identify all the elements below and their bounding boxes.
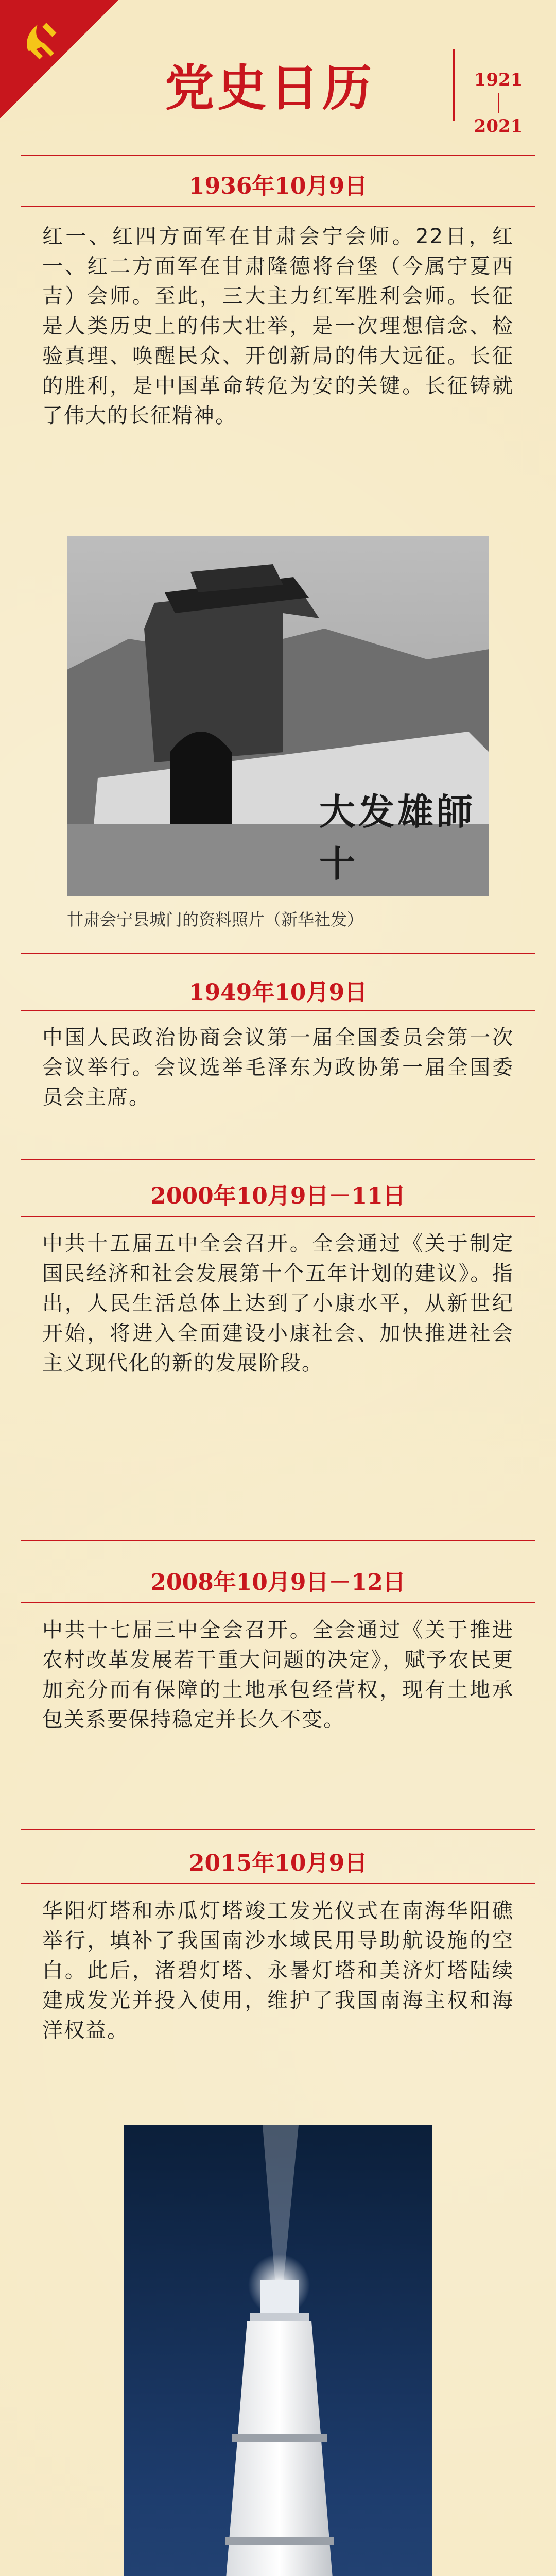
date-rule — [21, 1883, 535, 1884]
date-rule — [21, 1829, 535, 1830]
date-rule — [21, 1216, 535, 1217]
header-divider — [453, 49, 455, 121]
entry-text: 中共十七届三中全会召开。全会通过《关于推进农村改革发展若干重大问题的决定》，赋予农民更加充分而有保障的土地承包经营权，现有土地承包关系要保持稳定并长久不变。 — [42, 1618, 514, 1732]
entry-text: 红一、红四方面军在甘肃会宁会师。22日，红一、红二方面军在甘肃隆德将台堡（今属宁夏西吉）会师。至此，三大主力红军胜利会师。长征是人类历史上的伟大壮举，是一次理想信念、检验真理、唤醒民众、开创新局的伟大远征。长征的胜利，是中国革命转危为安的关键。长征铸就了伟大的长征精神。 — [42, 225, 514, 428]
year-separator — [498, 93, 499, 113]
year-range — [467, 70, 529, 137]
wall-slogan: 大发雄師十 — [319, 790, 476, 885]
entry-date: 2000年10月9日－11日 — [150, 1183, 406, 1209]
lighthouse-photo — [124, 2125, 432, 2576]
date-rule — [21, 953, 535, 954]
date-rule — [21, 206, 535, 207]
entry-date: 1949年10月9日 — [188, 979, 368, 1006]
hammer-sickle-icon — [19, 18, 66, 65]
date-rule — [21, 1602, 535, 1603]
entry-date: 2008年10月9日－12日 — [150, 1569, 406, 1596]
entry-date: 1936年10月9日 — [188, 173, 368, 199]
date-rule — [21, 1010, 535, 1011]
year-start: 1921 — [474, 70, 523, 90]
date-rule — [21, 1540, 535, 1541]
entry-text: 中共十五届五中全会召开。全会通过《关于制定国民经济和社会发展第十个五年计划的建议》。指出，人民生活总体上达到了小康水平，从新世纪开始，将进入全面建设小康社会、加快推进社会主义现代化的新的发展阶段。 — [42, 1232, 514, 1375]
page-title: 党史日历 — [165, 59, 375, 117]
header — [0, 0, 556, 155]
year-end: 2021 — [474, 116, 523, 137]
date-rule — [21, 1159, 535, 1160]
photo-caption: 甘肃会宁县城门的资料照片（新华社发） — [67, 910, 364, 929]
entry-date: 2015年10月9日 — [188, 1850, 368, 1876]
lighthouse-image — [124, 2125, 432, 2576]
city-gate-photo — [67, 536, 489, 896]
entry-text: 华阳灯塔和赤瓜灯塔竣工发光仪式在南海华阳礁举行，填补了我国南沙水域民用导助航设施的空白。此后，渚碧灯塔、永暑灯塔和美济灯塔陆续建成发光并投入使用，维护了我国南海主权和海洋权益。 — [42, 1899, 514, 2042]
header-rule — [21, 155, 535, 156]
entry-text: 中国人民政治协商会议第一届全国委员会第一次会议举行。会议选举毛泽东为政协第一届全国委员会主席。 — [42, 1026, 514, 1109]
